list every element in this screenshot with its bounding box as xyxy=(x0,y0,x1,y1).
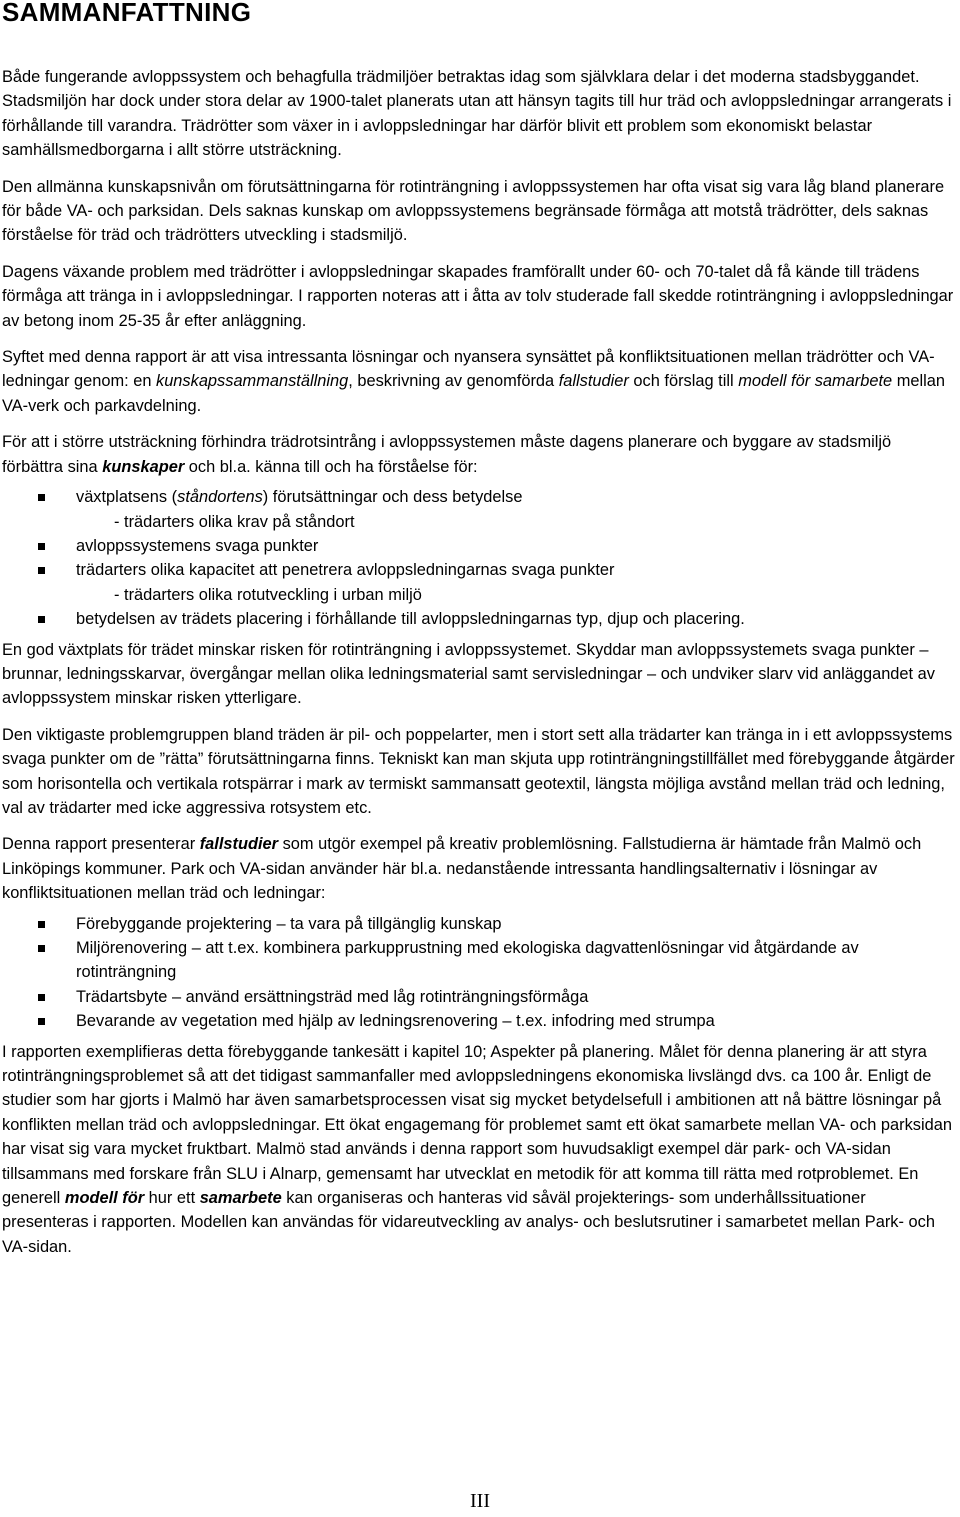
emphasis-modell-for: modell för xyxy=(64,1189,145,1208)
paragraph-planning: I rapporten exemplifieras detta förebyggande tankesätt i kapitel 10; Aspekter på planering. Målet för denna planering är att styra rotinträngningsproblemet så att det tidigast sammanfaller med avloppsledningens ekonomiska livslängd dvs. ca 100 år. Enligt de studier som har gjorts i Malmö har även samarbetsprocessen visat sig mycket betydelsefull i ambitionen att nå bättre lösningar på konflikten mellan träd och avloppsledningar. Ett ökat engagemang för problemet samt ett ökat samarbete mellan VA- och parksidan har visat sig vara mycket fruktbart. Malmö stad används i denna rapport som huvudsakligt exempel där park- och VA-sidan tillsammans med forskare från SLU i Alnarp, gemensamt har utvecklat en metodik för att komma till rätta med rotproblemet. En generell modell för hur ett samarbete kan organiseras och hanteras vid såväl projekterings- som underhållssituationer presenteras i rapporten. Modellen kan användas för vidareutveckling av analys- och beslutsrutiner i samarbetet mellan Park- och VA-sidan. xyxy=(2,1042,952,1256)
emphasis-fallstudier-bold: fallstudier xyxy=(199,835,279,854)
bullet-icon xyxy=(38,994,45,1001)
bullet-icon xyxy=(38,921,45,928)
alternatives-list xyxy=(2,912,956,1034)
paragraph-case-studies: Denna rapport presenterar fallstudier som utgör exempel på kreativ problemlösning. Fallstudierna är hämtade från Malmö och Linköpings kommuner. Park och VA-sidan använder här bl.a. nedanstående intressanta handlingsalternativ i lösningar av konfliktsituationen mellan träd och ledningar: xyxy=(2,835,922,903)
paragraph-problem: Dagens växande problem med trädrötter i avloppsledningar skapades framförallt under 60- och 70-talet då få kände till trädens förmåga att tränga in i avloppsledningar. I rapporten noteras att i åtta av tolv studerade fall skedde rotinträngning i avloppsledningar av betong inom 25-35 år efter anläggning. xyxy=(2,262,954,330)
paragraph-intro: Både fungerande avloppssystem och behagfulla trädmiljöer betraktas idag som självklara delar i det moderna stadsbyggandet. Stadsmiljön har dock under stora delar av 1900-talet planerats utan att hänsyn tagits till hur träd och avloppsledningar arrangerats i förhållande till varandra. Trädrötter som växer in i avloppsledningar har därför blivit ett problem som ekonomiskt belastar samhällsmedborgarna i allt större utsträckning. xyxy=(2,68,952,160)
paragraph-prevent: För att i större utsträckning förhindra trädrotsintrång i avloppssystemen måste dagens planerare och byggare av stadsmiljö förbättra sina kunskaper och bl.a. känna till och ha förståelse för: xyxy=(2,433,892,476)
emphasis-fallstudier: fallstudier xyxy=(558,372,629,391)
bullet-icon xyxy=(38,945,45,952)
list-item: betydelsen av trädets placering i förhållande till avloppsledningarnas typ, djup och placering. xyxy=(2,607,956,631)
emphasis-modell: modell för samarbete xyxy=(738,372,893,391)
bullet-icon xyxy=(38,494,45,501)
list-item: Förebyggande projektering – ta vara på tillgänglig kunskap xyxy=(2,912,956,936)
emphasis-kunskaper: kunskaper xyxy=(102,457,185,476)
sub-item: - trädarters olika rotutveckling i urban miljö xyxy=(114,585,422,604)
bullet-icon xyxy=(38,567,45,574)
summary-body xyxy=(2,65,956,1271)
list-item: växtplatsens (ståndortens) förutsättningar och dess betydelse - trädarters olika krav på ståndort xyxy=(2,485,956,534)
paragraph-knowledge: Den allmänna kunskapsnivån om förutsättningarna för rotinträngning i avloppssystemen har ofta visat sig vara låg bland planerare för både VA- och parksidan. Dels saknas kunskap om avloppssystemens begränsade förmåga att motstå trädrötter, dels saknas förståelse för träd och trädrötters utveckling i stadsmiljö. xyxy=(2,177,945,245)
bullet-icon xyxy=(38,616,45,623)
page-number: III xyxy=(470,1490,490,1512)
list-item: avloppssystemens svaga punkter xyxy=(2,534,956,558)
knowledge-list xyxy=(2,485,956,631)
list-item: Miljörenovering – att t.ex. kombinera parkupprustning med ekologiska dagvattenlösningar vid åtgärdande av rotinträngning xyxy=(2,936,956,985)
list-item: Bevarande av vegetation med hjälp av ledningsrenovering – t.ex. infodring med strumpa xyxy=(2,1009,956,1033)
page-title: SAMMANFATTNING xyxy=(2,0,252,27)
bullet-icon xyxy=(38,1018,45,1025)
paragraph-growing-site: En god växtplats för trädet minskar risken för rotinträngning i avloppssystemet. Skyddar man avloppssystemets svaga punkter – brunnar, ledningsskarvar, övergångar mellan olika ledningsmaterial samt servisledningar – och undviker slarv vid anläggandet av avloppssystem minskar risken ytterligare. xyxy=(2,640,935,708)
sub-item: - trädarters olika krav på ståndort xyxy=(114,512,355,531)
paragraph-purpose: Syftet med denna rapport är att visa intressanta lösningar och nyansera synsättet på konfliktsituationen mellan trädrötter och VA-ledningar genom: en kunskapssammanställning, beskrivning av genomförda fallstudier och förslag till modell för samarbete mellan VA-verk och parkavdelning. xyxy=(2,348,945,415)
paragraph-problem-group: Den viktigaste problemgruppen bland träden är pil- och poppelarter, men i stort sett alla trädarter kan tränga in i ett avloppssystems svaga punkter om de ”rätta” förutsättningarna finns. Tekniskt kan man skjuta upp rotinträngningstillfället med förebyggande åtgärder som horisontella och vertikala rotspärrar i mark av termiskt sammansatt geotextil, längsta möjliga avstånd mellan träd och ledning, val av trädarter med icke aggressiva rotsystem etc. xyxy=(2,725,955,817)
list-item: Trädartsbyte – använd ersättningsträd med låg rotinträngningsförmåga xyxy=(2,985,956,1009)
emphasis-kunskapssammanstallning: kunskapssammanställning xyxy=(156,372,349,391)
emphasis-samarbete: samarbete xyxy=(199,1189,282,1208)
list-item: trädarters olika kapacitet att penetrera avloppsledningarnas svaga punkter - trädarters olika rotutveckling i urban miljö xyxy=(2,558,956,607)
bullet-icon xyxy=(38,543,45,550)
